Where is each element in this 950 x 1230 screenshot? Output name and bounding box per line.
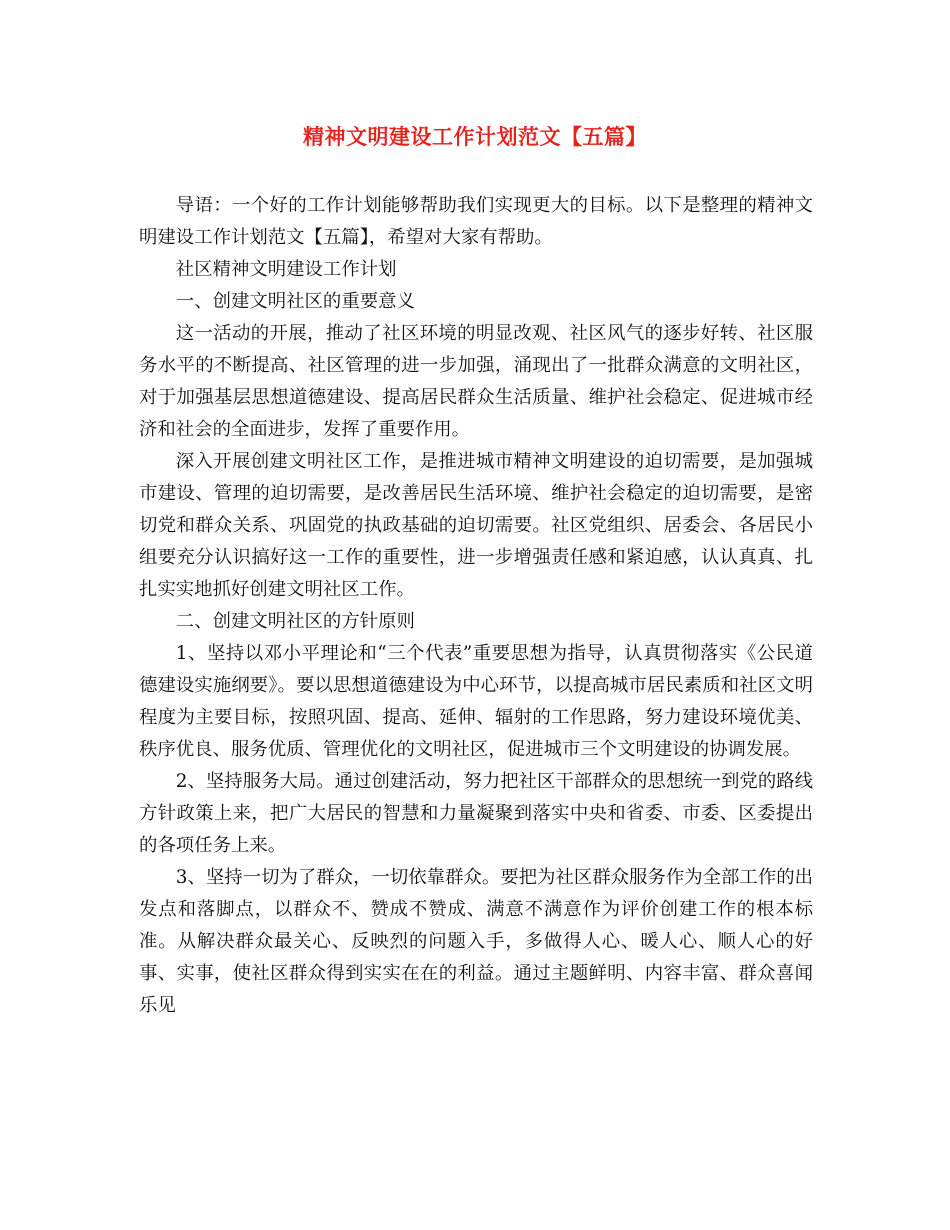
paragraph: 1、坚持以邓小平理论和“三个代表”重要思想为指导，认真贯彻落实《公民道德建设实施纲要》。要以思想道德建设为中心环节，以提高城市居民素质和社区文明程度为主要目标，按照巩固、提高、延伸、辐射的工作思路，努力建设环境优美、秩序优良、服务优质、管理优化的文明社区，促进城市三个文明建设的协调发展。 (139, 643, 813, 760)
document-title: 精神文明建设工作计划范文【五篇】 (303, 124, 647, 149)
paragraph: 2、坚持服务大局。通过创建活动，努力把社区干部群众的思想统一到党的路线方针政策上来，把广大居民的智慧和力量凝聚到落实中央和省委、市委、区委提出的各项任务上来。 (139, 771, 813, 856)
paragraph-intro: 导语：一个好的工作计划能够帮助我们实现更大的目标。以下是整理的精神文明建设工作计划范文【五篇】，希望对大家有帮助。 (139, 195, 813, 248)
paragraph: 3、坚持一切为了群众，一切依靠群众。要把为社区群众服务作为全部工作的出发点和落脚点，以群众不、赞成不赞成、满意不满意作为评价创建工作的根本标准。从解决群众最关心、反映烈的问题入手，多做得人心、暖人心、顺人心的好事、实事，使社区群众得到实实在在的利益。通过主题鲜明、内容丰富、群众喜闻乐见 (139, 867, 813, 1016)
paragraph: 这一活动的开展，推动了社区环境的明显改观、社区风气的逐步好转、社区服务水平的不断提高、社区管理的进一步加强，涌现出了一批群众满意的文明社区，对于加强基层思想道德建设、提高居民群众生活质量、维护社会稳定、促进城市经济和社会的全面进步，发挥了重要作用。 (139, 323, 813, 440)
section-heading-1: 一、创建文明社区的重要意义 (175, 291, 415, 312)
document-body (139, 190, 813, 1022)
paragraph-heading-plan: 社区精神文明建设工作计划 (175, 259, 397, 280)
paragraph: 深入开展创建文明社区工作，是推进城市精神文明建设的迫切需要，是加强城市建设、管理的迫切需要，是改善居民生活环境、维护社会稳定的迫切需要，是密切党和群众关系、巩固党的执政基础的迫切需要。社区党组织、居委会、各居民小组要充分认识搞好这一工作的重要性，进一步增强责任感和紧迫感，认认真真、扎扎实实地抓好创建文明社区工作。 (139, 451, 813, 600)
section-heading-2: 二、创建文明社区的方针原则 (175, 611, 415, 632)
